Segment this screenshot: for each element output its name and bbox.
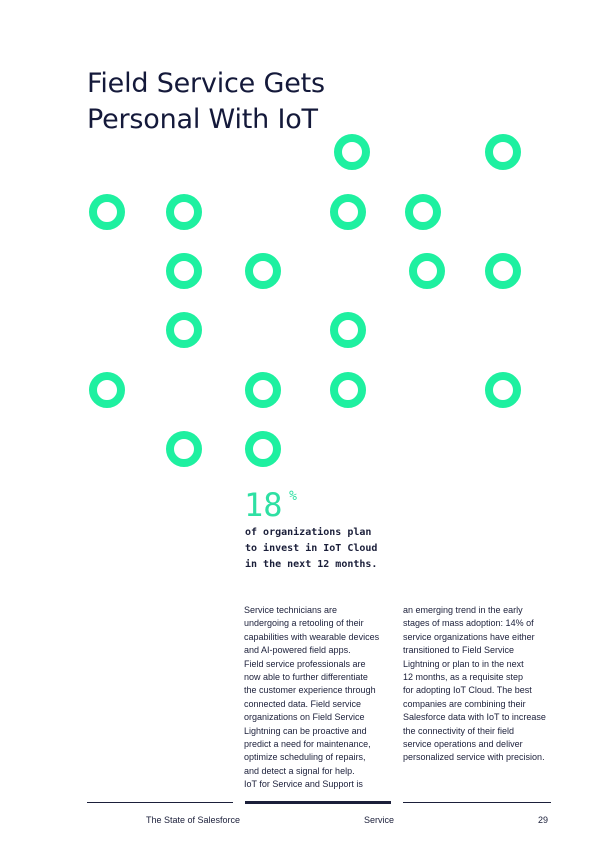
footer-section: Service <box>364 815 395 825</box>
body-line: connected data. Field service <box>244 698 362 709</box>
body-line: the customer experience through <box>244 685 376 696</box>
footer-divider-active <box>245 801 391 804</box>
body-line: for adopting IoT Cloud. The best <box>403 685 532 696</box>
body-line: Salesforce data with IoT to increase <box>403 712 546 723</box>
body-line: IoT for Service and Support is <box>244 779 363 790</box>
ring-decoration <box>330 312 366 348</box>
stat-unit: % <box>289 489 297 504</box>
body-line: personalized service with precision. <box>403 752 545 763</box>
body-text-right <box>403 604 565 765</box>
body-line: organizations on Field Service <box>244 712 365 723</box>
body-line: optimize scheduling of repairs, <box>244 752 366 763</box>
ring-decoration <box>245 431 281 467</box>
title-line: Personal With IoT <box>87 104 318 135</box>
ring-decoration <box>485 253 521 289</box>
ring-decoration <box>166 253 202 289</box>
page-number: 29 <box>538 815 549 825</box>
ring-decoration <box>330 372 366 408</box>
body-line: Field service professionals are <box>244 658 366 669</box>
stat-caption-line: of organizations plan <box>245 527 372 538</box>
ring-decoration <box>405 194 441 230</box>
body-line: and detect a signal for help. <box>244 765 355 776</box>
ring-decoration <box>334 134 370 170</box>
ring-decoration <box>409 253 445 289</box>
body-line: predict a need for maintenance, <box>244 739 371 750</box>
ring-decoration <box>485 134 521 170</box>
ring-decoration <box>245 253 281 289</box>
body-line: an emerging trend in the early <box>403 605 523 615</box>
body-line: Service technicians are <box>244 605 338 615</box>
body-line: Lightning or plan to in the next <box>403 658 524 669</box>
body-line: capabilities with wearable devices <box>244 631 380 642</box>
ring-decoration <box>330 194 366 230</box>
footer-divider <box>403 802 551 803</box>
footer-divider <box>87 802 233 803</box>
ring-decoration <box>485 372 521 408</box>
page-title <box>87 66 325 138</box>
body-line: service operations and deliver <box>403 739 523 750</box>
stat-number: 18 <box>244 486 283 524</box>
stat-caption-line: in the next 12 months. <box>245 559 378 570</box>
stat-caption <box>245 525 405 573</box>
ring-decoration <box>166 431 202 467</box>
title-line: Field Service Gets <box>87 68 325 99</box>
ring-decoration <box>166 194 202 230</box>
ring-decoration <box>245 372 281 408</box>
body-text-left <box>244 604 406 792</box>
stat-caption-line: to invest in IoT Cloud <box>245 543 378 554</box>
ring-decoration <box>89 372 125 408</box>
body-line: 12 months, as a requisite step <box>403 672 524 683</box>
ring-decoration <box>166 312 202 348</box>
body-line: now able to further differentiate <box>244 672 368 683</box>
ring-decoration <box>89 194 125 230</box>
body-line: service organizations have either <box>403 631 535 642</box>
body-line: Lightning can be proactive and <box>244 725 367 736</box>
body-line: undergoing a retooling of their <box>244 618 364 629</box>
body-line: and AI-powered field apps. <box>244 645 351 656</box>
body-line: stages of mass adoption: 14% of <box>403 618 534 629</box>
footer-publication: The State of Salesforce <box>146 815 241 825</box>
body-line: the connectivity of their field <box>403 725 515 736</box>
body-line: transitioned to Field Service <box>403 645 515 656</box>
body-line: companies are combining their <box>403 698 526 709</box>
